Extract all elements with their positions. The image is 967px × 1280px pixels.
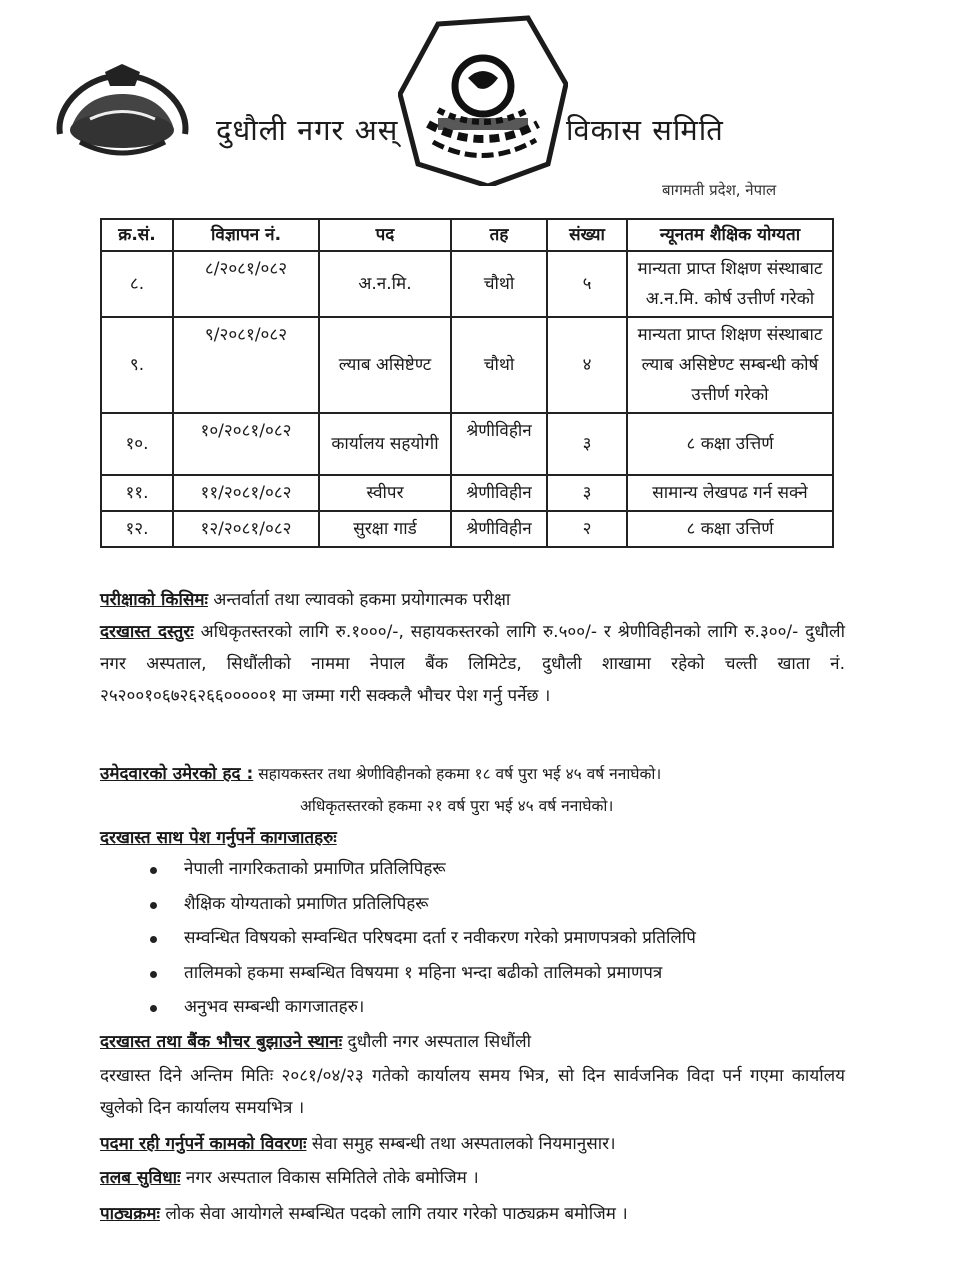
- office-seal-stamp: [398, 14, 568, 186]
- cell-post: स्वीपर: [319, 475, 451, 511]
- cell-post: सुरक्षा गार्ड: [319, 511, 451, 547]
- table-row: [101, 413, 833, 475]
- exam-type-text: अन्तर्वार्ता तथा ल्यावको हकमा प्रयोगात्मक परीक्षा: [207, 590, 511, 610]
- header-serial: क्र.सं.: [101, 219, 173, 251]
- province-line: बागमती प्रदेश, नेपाल: [662, 181, 777, 199]
- cell-post: ल्याब असिष्टेण्ट: [319, 317, 451, 413]
- syllabus-paragraph: [100, 1198, 845, 1230]
- duties-paragraph: [100, 1128, 845, 1160]
- list-item-text: तालिमको हकमा सम्बन्धित विषयमा १ महिना भन्दा बढीको तालिमको प्रमाणपत्र: [184, 962, 663, 983]
- salary-text: नगर अस्पताल विकास समितिले तोके बमोजिम ।: [180, 1168, 479, 1188]
- cell-level: श्रेणीविहीन: [451, 511, 547, 547]
- syllabus-label: पाठ्यक्रमः: [100, 1204, 160, 1224]
- cell-count: ३: [547, 413, 627, 475]
- organization-title-right: विकास समिति: [566, 113, 724, 147]
- duties-text: सेवा समुह सम्बन्धी तथा अस्पतालको नियमानुसार।: [306, 1134, 616, 1154]
- list-item-text: शैक्षिक योग्यताको प्रमाणित प्रतिलिपिहरू: [184, 893, 429, 914]
- documents-label: दरखास्त साथ पेश गर्नुपर्ने कागजातहरुः: [100, 828, 337, 848]
- table-row: [101, 317, 833, 413]
- cell-level: चौथो: [451, 251, 547, 317]
- submission-place-paragraph: [100, 1026, 845, 1058]
- documents-heading: [100, 822, 845, 854]
- list-item: [150, 852, 696, 887]
- cell-advertisement-no: १२/२०८१/०८२: [173, 511, 319, 547]
- cell-count: ४: [547, 317, 627, 413]
- list-item: [150, 956, 696, 991]
- application-fee-paragraph: [100, 616, 845, 712]
- cell-serial: ९.: [101, 317, 173, 413]
- list-item-text: सम्वन्धित विषयको सम्वन्धित परिषदमा दर्ता र नवीकरण गरेको प्रमाणपत्रको प्रतिलिपि: [184, 928, 696, 948]
- bullet-icon: [150, 867, 157, 874]
- submission-place-text: दुधौली नगर अस्पताल सिधौंली: [342, 1032, 532, 1052]
- salary-paragraph: [100, 1162, 845, 1194]
- bullet-icon: [150, 902, 157, 909]
- list-item-text: नेपाली नागरिकताको प्रमाणित प्रतिलिपिहरू: [184, 859, 446, 879]
- exam-type-paragraph: [100, 584, 845, 616]
- cell-qualification: मान्यता प्राप्त शिक्षण संस्थाबाट अ.न.मि. कोर्ष उत्तीर्ण गरेको: [627, 251, 833, 317]
- age-limit-line2: अधिकृतस्तरको हकमा २१ वर्ष पुरा भई ४५ वर्ष ननाघेको।: [300, 797, 614, 815]
- cell-level: चौथो: [451, 317, 547, 413]
- age-limit-paragraph: [100, 758, 845, 822]
- age-limit-line1: सहायकस्तर तथा श्रेणीविहीनको हकमा १८ वर्ष पुरा भई ४५ वर्ष ननाघेको।: [253, 765, 662, 783]
- cell-advertisement-no: ११/२०८१/०८२: [173, 475, 319, 511]
- list-item: [150, 921, 696, 956]
- organization-title-left: दुधौली नगर अस्: [216, 113, 399, 147]
- cell-qualification: ८ कक्षा उत्तिर्ण: [627, 511, 833, 547]
- cell-serial: ११.: [101, 475, 173, 511]
- application-fee-text: अधिकृतस्तरको लागि रु.१०००/-, सहायकस्तरको लागि रु.५००/- र श्रेणीविहीनको लागि रु.३००/- दुधौली नगर अस्पताल, सिधौंलीको नाममा नेपाल बैंक लिमिटेड, दुधौली शाखामा रहेको चल्ती खाता नं. २५२००१०६७२६२६६०००००१ मा जम्मा गरी सक्कलै भौचर पेश गर्नु पर्नेछ ।: [100, 622, 845, 706]
- nepal-emblem-logo: [50, 64, 195, 164]
- cell-level: श्रेणीविहीन: [451, 475, 547, 511]
- cell-advertisement-no: ९/२०८१/०८२: [173, 317, 319, 413]
- cell-qualification: सामान्य लेखपढ गर्न सक्ने: [627, 475, 833, 511]
- documents-list: [150, 852, 696, 1025]
- vacancy-table: [100, 218, 834, 548]
- table-row: [101, 511, 833, 547]
- duties-label: पदमा रही गर्नुपर्ने कामको विवरणः: [100, 1134, 307, 1154]
- header-count: संख्या: [547, 219, 627, 251]
- cell-level: श्रेणीविहीन: [451, 413, 547, 475]
- cell-advertisement-no: १०/२०८१/०८२: [173, 413, 319, 475]
- header-post: पद: [319, 219, 451, 251]
- cell-serial: ८.: [101, 251, 173, 317]
- age-limit-label: उमेदवारको उमेरको हद :: [100, 764, 254, 784]
- cell-count: २: [547, 511, 627, 547]
- header-level: तह: [451, 219, 547, 251]
- table-row: [101, 475, 833, 511]
- cell-qualification: मान्यता प्राप्त शिक्षण संस्थाबाट ल्याब असिष्टेण्ट सम्बन्धी कोर्ष उत्तीर्ण गरेको: [627, 317, 833, 413]
- header-advertisement-no: विज्ञापन नं.: [173, 219, 319, 251]
- table-row: [101, 251, 833, 317]
- cell-serial: १२.: [101, 511, 173, 547]
- table-header-row: [101, 219, 833, 251]
- deadline-paragraph: [100, 1060, 845, 1124]
- cell-qualification: ८ कक्षा उत्तिर्ण: [627, 413, 833, 475]
- cell-advertisement-no: ८/२०८१/०८२: [173, 251, 319, 317]
- salary-label: तलब सुविधाः: [100, 1168, 181, 1188]
- cell-count: ३: [547, 475, 627, 511]
- exam-type-label: परीक्षाको किसिमः: [100, 590, 208, 610]
- header-qualification: न्यूनतम शैक्षिक योग्यता: [627, 219, 833, 251]
- submission-place-label: दरखास्त तथा बैंक भौचर बुझाउने स्थानः: [100, 1032, 343, 1052]
- list-item-text: अनुभव सम्बन्धी कागजातहरु।: [184, 997, 365, 1017]
- list-item: [150, 990, 696, 1025]
- list-item: [150, 887, 696, 922]
- bullet-icon: [150, 971, 157, 978]
- cell-count: ५: [547, 251, 627, 317]
- cell-post: अ.न.मि.: [319, 251, 451, 317]
- bullet-icon: [150, 936, 157, 943]
- application-fee-label: दरखास्त दस्तुरः: [100, 622, 194, 642]
- cell-serial: १०.: [101, 413, 173, 475]
- bullet-icon: [150, 1005, 157, 1012]
- syllabus-text: लोक सेवा आयोगले सम्बन्धित पदको लागि तयार गरेको पाठ्यक्रम बमोजिम ।: [159, 1204, 628, 1224]
- cell-post: कार्यालय सहयोगी: [319, 413, 451, 475]
- deadline-text: दरखास्त दिने अन्तिम मितिः २०८१/०४/२३ गतेको कार्यालय समय भित्र, सो दिन सार्वजनिक विदा पर्न गएमा कार्यालय खुलेको दिन कार्यालय समयभित्र ।: [100, 1066, 845, 1118]
